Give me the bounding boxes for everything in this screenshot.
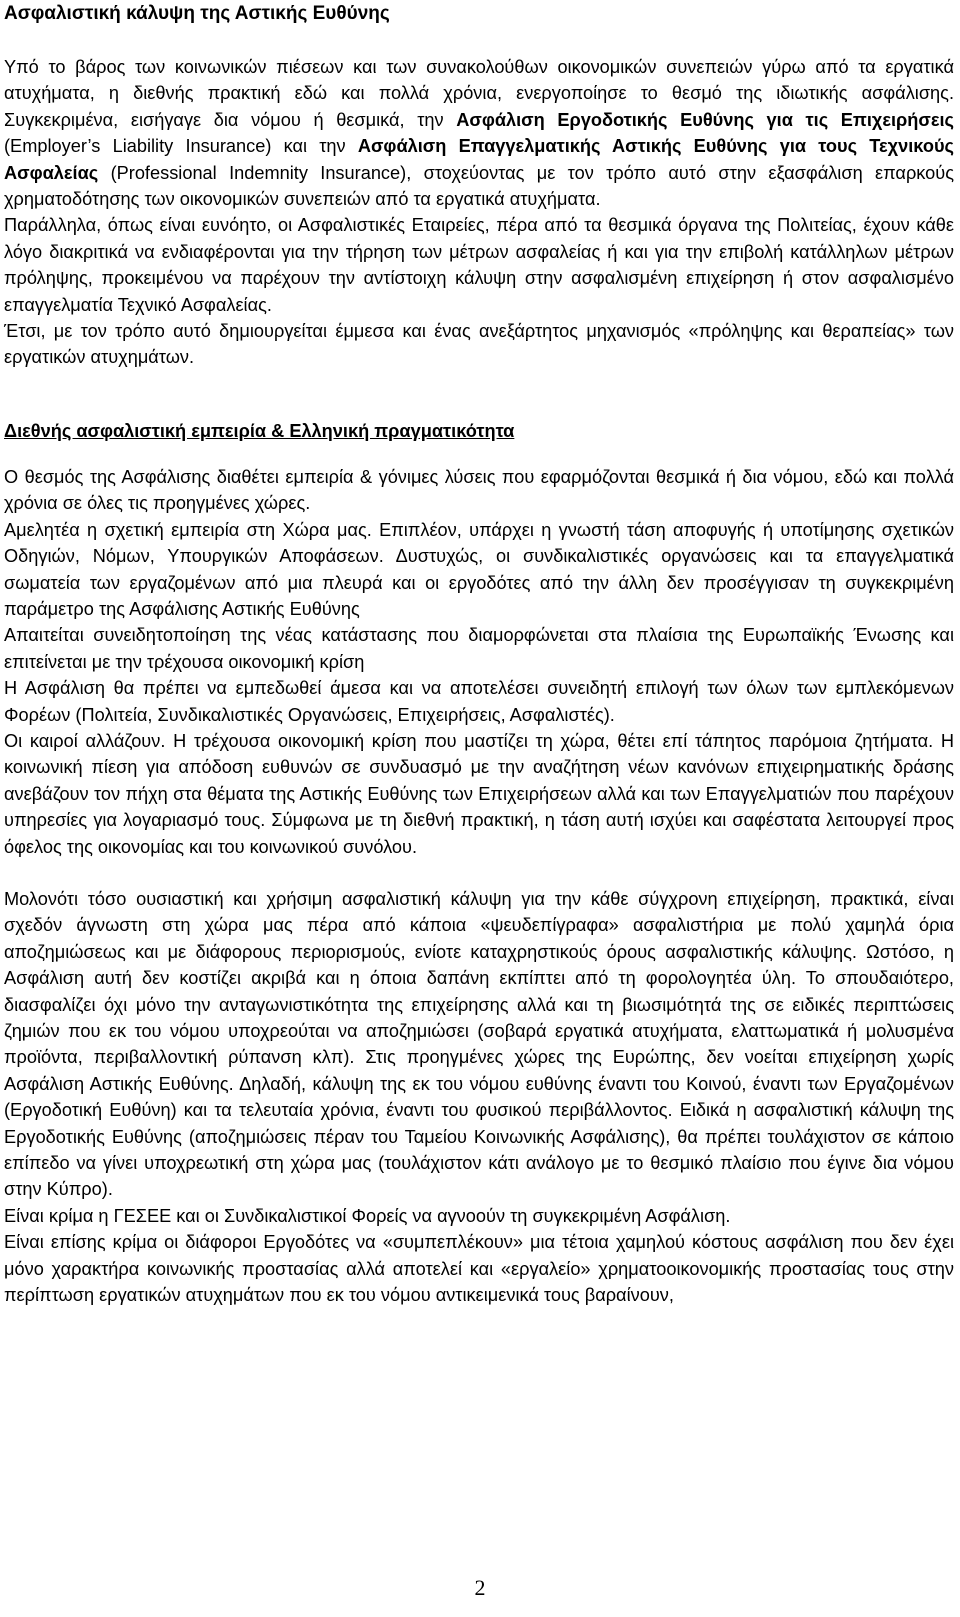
section3-paragraph-3: Είναι επίσης κρίμα οι διάφοροι Εργοδότες να «συμπεπλέκουν» μια τέτοια χαμηλού κόστους ασφάλιση που δεν έχει μόνο χαρακτήρα κοινωνικής προστασίας αλλά αποτελεί και «εργαλείο» χρηματοοικονομικής προστασίας τους στην περίπτωση εργατικών ατυχημάτων που εκ του νόμου αντικειμενικά τους βαραίνουν, xyxy=(4,1232,954,1306)
intro-text-3: (Professional Indemnity Insurance), στοχεύοντας με τον τρόπο αυτό στην εξασφάλιση επαρκούς χρηματοδότησης των οικονομικών συνεπειών από τα εργατικά ατυχήματα. xyxy=(4,162,954,210)
section3-paragraph-1: Μολονότι τόσο ουσιαστική και χρήσιμη ασφαλιστική κάλυψη για την κάθε σύγχρονη επιχείρηση, πρακτικά, είναι σχεδόν άγνωστη στη χώρα μας πέρα από κάποια «ψευδεπίγραφα» ασφαλιστήρια με πολύ χαμηλά όρια αποζημιώσεως και με διάφορους περιορισμούς, ενίοτε καταχρηστικούς όρους ασφαλιστικής κάλυψης. Ωστόσο, η Ασφάλιση αυτή δεν κοστίζει ακριβά και η όποια δαπάνη εκπίπτει από τη φορολογητέα ύλη. Το σπουδαιότερο, διασφαλίζει όχι μόνο την ανταγωνιστικότητα της επιχείρησης αλλά και τη βιωσιμότητά της σε ειδικές περιπτώσεις ζημιών που εκ του νόμου υποχρεούται να αποζημιώσει (σοβαρά εργατικά ατυχήματα, ελαττωματικά ή μολυσμένα προϊόντα, περιβαλλοντική ρύπανση κλπ). Στις προηγμένες χώρες της Ευρώπης, δεν νοείται επιχείρηση χωρίς Ασφάλιση Αστικής Ευθύνης. Δηλαδή, κάλυψη της εκ του νόμου ευθύνης έναντι του Κοινού, έναντι των Εργαζομένων (Εργοδοτική Ευθύνη) και τα τελευταία χρόνια, έναντι του φυσικού περιβάλλοντος. Ειδικά η ασφαλιστική κάλυψη της Εργοδοτικής Ευθύνης (αποζημιώσεις πέραν του Ταμείου Κοινωνικής Ασφάλισης), θα πρέπει τουλάχιστον σε κάποιο επίπεδο να γίνει υποχρεωτική στη χώρα μας (τουλάχιστον κάτι ανάλογο με το θεσμικό πλαίσιο που έγινε δια νόμου στην Κύπρο). xyxy=(4,888,954,1200)
intro-bold-professional-liability: Ασφάλιση Επαγγελματικής Αστικής Ευθύνης για τους Τεχνικούς Ασφαλείας xyxy=(4,136,954,183)
section2-paragraph-3: Απαιτείται συνειδητοποίηση της νέας κατάστασης που διαμορφώνεται στα πλαίσια της Ευρωπαϊκής Ένωσης και επιτείνεται με την τρέχουσα οικονομική κρίση xyxy=(4,625,954,672)
intro-paragraph-3: Έτσι, με τον τρόπο αυτό δημιουργείται έμμεσα και ένας ανεξάρτητος μηχανισμός «πρόληψης και θεραπείας» των εργατικών ατυχημάτων. xyxy=(4,321,954,368)
intro-bold-employer-liability: Ασφάλιση Εργοδοτικής Ευθύνης για τις Επιχειρήσεις xyxy=(456,109,954,130)
section2-paragraph-4: Η Ασφάλιση θα πρέπει να εμπεδωθεί άμεσα και να αποτελέσει συνειδητή επιλογή των όλων των εμπλεκόμενων Φορέων (Πολιτεία, Συνδικαλιστικές Οργανώσεις, Επιχειρήσεις, Ασφαλιστές). xyxy=(4,678,954,725)
section3-paragraph-2: Είναι κρίμα η ΓΕΣΕΕ και οι Συνδικαλιστικοί Φορείς να αγνοούν τη συγκεκριμένη Ασφάλιση. xyxy=(4,1205,731,1226)
intro-paragraph-2: Παράλληλα, όπως είναι ευνόητο, οι Ασφαλιστικές Εταιρείες, πέρα από τα θεσμικά όργανα της Πολιτείας, έχουν κάθε λόγο διακριτικά να ενδιαφέρονται για την τήρηση των μέτρων ασφαλείας ή και για την επιβολή κατάλληλων μέτρων πρόληψης, προκειμένου να παρέχουν την αντίστοιχη κάλυψη στην ασφαλισμένη επιχείρηση ή στον ασφαλισμένο επαγγελματία Τεχνικό Ασφαλείας. xyxy=(4,215,954,315)
section2-paragraph-1: Ο θεσμός της Ασφάλισης διαθέτει εμπειρία & γόνιμες λύσεις που εφαρμόζονται θεσμικά ή δια νόμου, εδώ και πολλά χρόνια σε όλες τις προηγμένες χώρες. xyxy=(4,466,954,514)
intro-text-2: (Employer’s Liability Insurance) και την xyxy=(4,136,358,157)
section2-paragraph-5: Οι καιροί αλλάζουν. Η τρέχουσα οικονομική κρίση που μαστίζει τη χώρα, θέτει επί τάπητος παρόμοια ζητήματα. Η κοινωνική πίεση για απόδοση ευθυνών σε συνδυασμό με την αναζήτηση νέων κανόνων επιχειρηματικής δράσης ανεβάζουν τον πήχη στα θέματα της Αστικής Ευθύνης των Επιχειρήσεων αλλά και των Επαγγελματιών που παρέχουν υπηρεσίες για λογαριασμό τους. Σύμφωνα με τη διεθνή πρακτική, η τάση αυτή ισχύει και σαφέστατα λειτουργεί προς όφελος της οικονομίας και του κοινωνικού συνόλου. xyxy=(4,730,954,857)
document-title: Ασφαλιστική κάλυψη της Αστικής Ευθύνης xyxy=(4,3,390,24)
page-number: 2 xyxy=(474,1575,486,1600)
section-heading-international-experience: Διεθνής ασφαλιστική εμπειρία & Ελληνική πραγματικότητα xyxy=(4,420,515,441)
section2-paragraph-2: Αμελητέα η σχετική εμπειρία στη Χώρα μας. Επιπλέον, υπάρχει η γνωστή τάση αποφυγής ή υποτίμησης σχετικών Οδηγιών, Νόμων, Υπουργικών Αποφάσεων. Δυστυχώς, οι συνδικαλιστικές οργανώσεις και τα επαγγελματικά σωματεία των εργαζομένων από μια πλευρά και οι εργοδότες από την άλλη δεν προσέγγισαν τη συγκεκριμένη παράμετρο της Ασφάλισης Αστικής Ευθύνης xyxy=(4,519,954,619)
intro-text-1: Υπό το βάρος των κοινωνικών πιέσεων και των συνακολούθων οικονομικών συνεπειών γύρω από τα εργατικά ατυχήματα, η διεθνής πρακτική εδώ και πολλά χρόνια, ενεργοποίησε το θεσμό της ιδιωτικής ασφάλισης. Συγκεκριμένα, εισήγαγε δια νόμου ή θεσμικά, την xyxy=(4,57,954,130)
intro-paragraph xyxy=(4,54,954,212)
document-page xyxy=(4,0,954,1308)
